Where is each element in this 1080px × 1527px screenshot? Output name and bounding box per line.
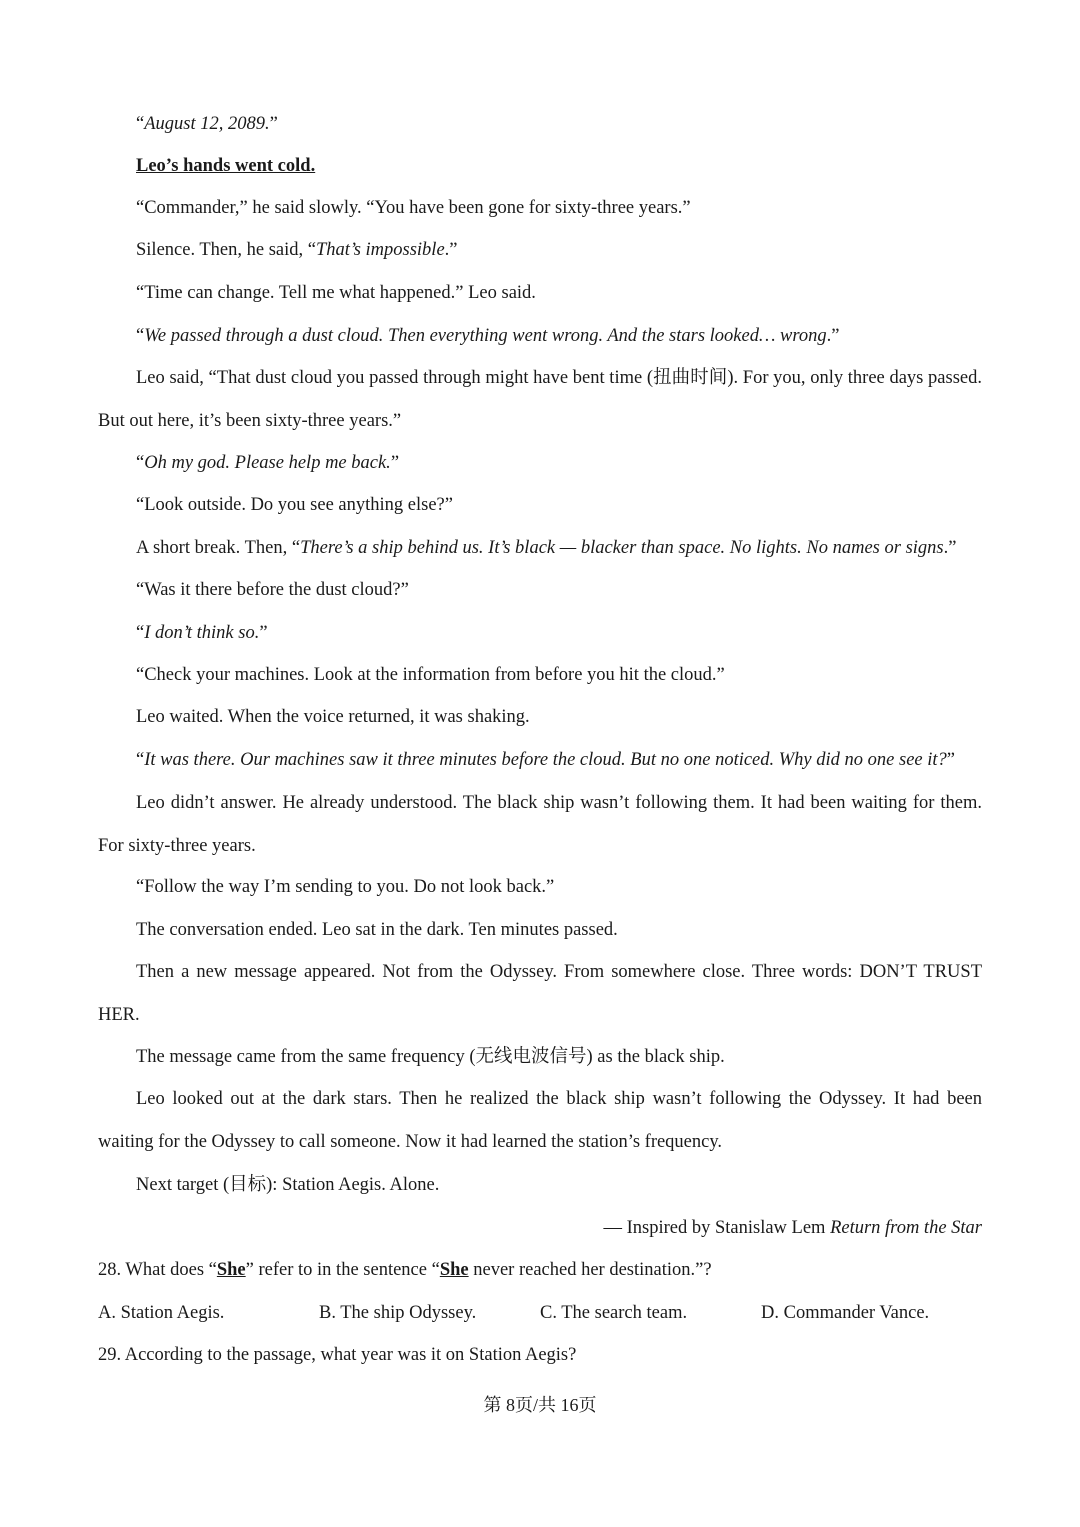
quote-open: “ — [136, 453, 145, 473]
passage-paragraph: “Time can change. Tell me what happened.” Leo said. — [136, 283, 536, 303]
passage-paragraph: “Commander,” he said slowly. “You have been gone for sixty-three years.” — [136, 198, 691, 218]
quote-close: ” — [269, 114, 278, 134]
italic-dialogue: Oh my god. Please help me back. — [144, 453, 391, 473]
question-29: 29. According to the passage, what year was it on Station Aegis? — [98, 1345, 577, 1365]
text-run: .” — [943, 538, 957, 558]
passage-paragraph: Then a new message appeared. Not from the Odyssey. From somewhere close. Three words: DON’T TRUST HER. — [98, 962, 982, 1025]
attribution-prefix: — Inspired by Stanislaw Lem — [603, 1218, 831, 1238]
passage-paragraph: Leo waited. When the voice returned, it was shaking. — [136, 707, 530, 727]
passage-paragraph: Leo didn’t answer. He already understood. The black ship wasn’t following them. It had been waiting for them. For sixty-three years. — [98, 793, 982, 856]
passage-paragraph: The conversation ended. Leo sat in the dark. Ten minutes passed. — [136, 920, 618, 940]
passage-paragraph — [98, 442, 982, 485]
passage-paragraph — [98, 739, 982, 782]
italic-dialogue: That’s impossible — [315, 240, 445, 260]
quote-close: ” — [946, 750, 955, 770]
question-text: ” refer to in the sentence “ — [245, 1260, 440, 1280]
page-number: 第 8页/共 16页 — [483, 1395, 597, 1415]
date-text: August 12, 2089. — [144, 114, 270, 134]
underlined-word: She — [439, 1260, 469, 1280]
quote-close: ” — [259, 623, 268, 643]
passage-paragraph: “Was it there before the dust cloud?” — [136, 580, 409, 600]
source-attribution — [603, 1212, 982, 1244]
option-b[interactable]: B. The ship Odyssey. — [319, 1303, 477, 1323]
quote-open: “ — [136, 326, 145, 346]
passage-paragraph: Next target (目标): Station Aegis. Alone. — [136, 1175, 440, 1195]
passage-paragraph-date — [98, 103, 982, 146]
italic-dialogue: It was there. Our machines saw it three minutes before the cloud. But no one noticed. Why did no one see it? — [144, 750, 947, 770]
passage-emphasis-line — [98, 145, 982, 188]
passage-paragraph: Leo looked out at the dark stars. Then he realized the black ship wasn’t following the Odyssey. It had been waiting for the Odyssey to call someone. Now it had learned the station’s frequency. — [98, 1089, 982, 1152]
passage-paragraph: “Look outside. Do you see anything else?” — [136, 495, 453, 515]
underlined-word: She — [216, 1260, 246, 1280]
passage-paragraph — [98, 229, 982, 272]
quote-close: ” — [390, 453, 400, 473]
italic-dialogue: I don’t think so. — [144, 623, 260, 643]
question-text: never reached her destination.”? — [468, 1260, 712, 1280]
text-run: A short break. Then, “ — [136, 538, 301, 558]
option-d[interactable]: D. Commander Vance. — [761, 1303, 930, 1323]
quote-open: “ — [136, 750, 145, 770]
quote-open: “ — [136, 623, 145, 643]
italic-dialogue: We passed through a dust cloud. Then everything went wrong. And the stars looked… wrong — [144, 326, 827, 346]
option-a[interactable]: A. Station Aegis. — [98, 1303, 225, 1323]
text-run: Silence. Then, he said, “ — [136, 240, 316, 260]
passage-paragraph: “Follow the way I’m sending to you. Do not look back.” — [136, 877, 555, 897]
book-title: Return from the Star — [830, 1218, 982, 1238]
passage-paragraph: The message came from the same frequency (无线电波信号) as the black ship. — [136, 1047, 725, 1067]
text-run: .” — [444, 240, 458, 260]
bold-underlined-sentence: Leo’s hands went cold. — [136, 156, 316, 176]
option-c[interactable]: C. The search team. — [540, 1303, 688, 1323]
passage-paragraph: “Check your machines. Look at the information from before you hit the cloud.” — [136, 665, 725, 685]
passage-paragraph: Leo said, “That dust cloud you passed through might have bent time (扭曲时间). For you, only three days passed. But out here, it’s been sixty-three years.” — [98, 368, 982, 431]
passage-paragraph — [98, 315, 982, 358]
question-text: 28. What does “ — [98, 1260, 217, 1280]
passage-paragraph — [98, 527, 982, 570]
question-28 — [98, 1254, 712, 1286]
quote-open: “ — [136, 114, 145, 134]
quote-close: .” — [826, 326, 840, 346]
italic-dialogue: There’s a ship behind us. It’s black — blacker than space. No lights. No names or signs — [300, 538, 944, 558]
passage-paragraph — [98, 612, 982, 655]
